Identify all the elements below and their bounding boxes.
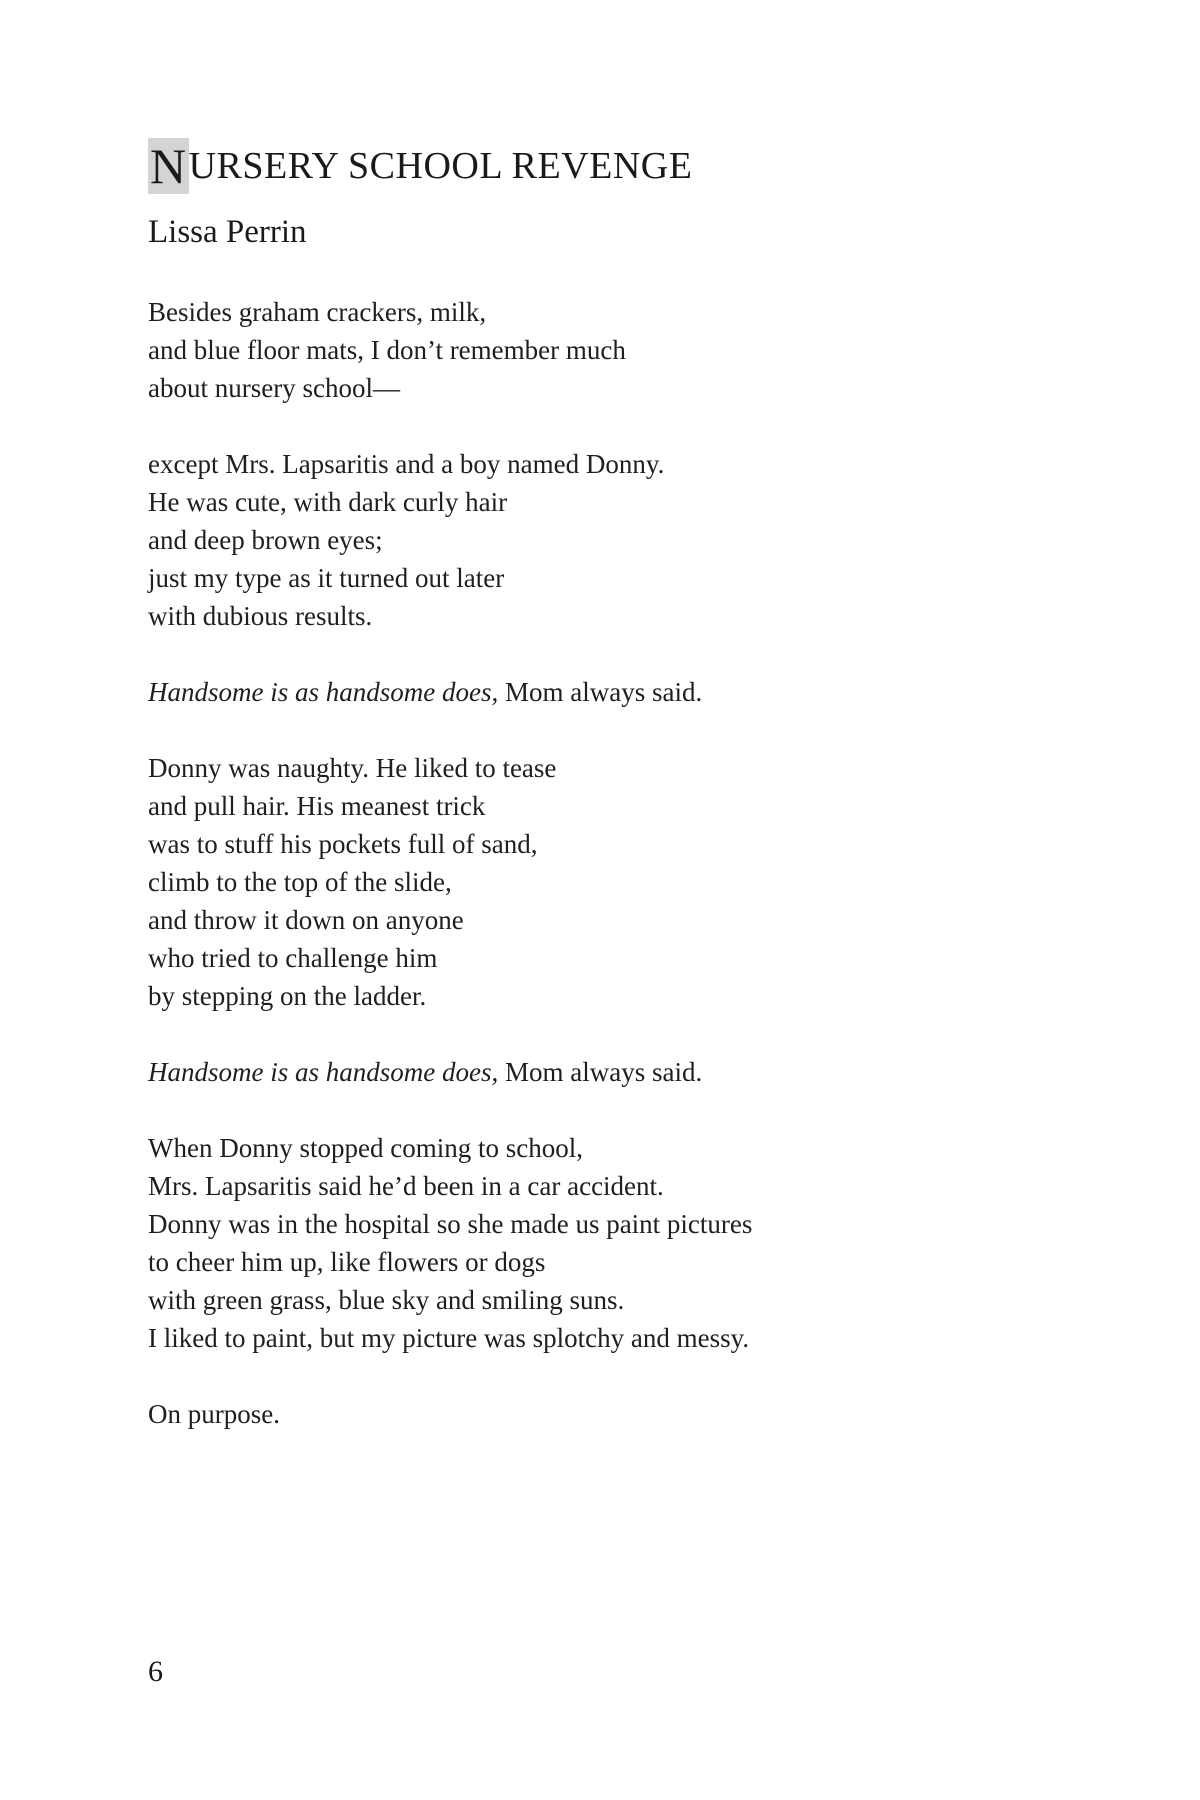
- poem-author: Lissa Perrin: [148, 214, 307, 250]
- stanza-break: [148, 407, 1108, 445]
- title-text: URSERY SCHOOL REVENGE: [188, 145, 693, 187]
- poem-line: He was cute, with dark curly hair: [148, 487, 508, 517]
- poem-line: and blue floor mats, I don’t remember much: [148, 335, 626, 365]
- poem-line: was to stuff his pockets full of sand,: [148, 829, 538, 859]
- refrain-rest: Mom always said.: [498, 677, 703, 707]
- poem-line: with green grass, blue sky and smiling suns.: [148, 1285, 625, 1315]
- poem-line: On purpose.: [148, 1399, 280, 1429]
- poem-line: and pull hair. His meanest trick: [148, 791, 486, 821]
- title-dropcap: N: [150, 138, 187, 194]
- poem-line: to cheer him up, like flowers or dogs: [148, 1247, 546, 1277]
- poem-line: climb to the top of the slide,: [148, 867, 452, 897]
- poem-line: Mrs. Lapsaritis said he’d been in a car accident.: [148, 1171, 664, 1201]
- poem-line: and deep brown eyes;: [148, 525, 383, 555]
- refrain-rest: Mom always said.: [498, 1057, 703, 1087]
- page-number: 6: [148, 1655, 163, 1688]
- poem-line: When Donny stopped coming to school,: [148, 1133, 583, 1163]
- poem-line: Donny was in the hospital so she made us paint pictures: [148, 1209, 753, 1239]
- poem-line: I liked to paint, but my picture was splotchy and messy.: [148, 1323, 750, 1353]
- poem-line: except Mrs. Lapsaritis and a boy named Donny.: [148, 449, 665, 479]
- refrain-italic: Handsome is as handsome does,: [148, 1057, 499, 1087]
- refrain-line: [148, 1053, 1108, 1091]
- refrain-italic: Handsome is as handsome does,: [148, 677, 499, 707]
- poem-title: [148, 138, 692, 194]
- poem-line: Besides graham crackers, milk,: [148, 297, 487, 327]
- poem-line: by stepping on the ladder.: [148, 981, 427, 1011]
- poem-line: who tried to challenge him: [148, 943, 438, 973]
- poem-line: just my type as it turned out later: [148, 563, 505, 593]
- stanza-break: [148, 1091, 1108, 1129]
- stanza-break: [148, 635, 1108, 673]
- poem-line: and throw it down on anyone: [148, 905, 464, 935]
- poem-line: Donny was naughty. He liked to tease: [148, 753, 557, 783]
- poem-line: with dubious results.: [148, 601, 373, 631]
- poem-body: [148, 293, 1108, 1433]
- stanza-break: [148, 711, 1108, 749]
- poem-line: about nursery school—: [148, 373, 400, 403]
- stanza-break: [148, 1357, 1108, 1395]
- refrain-line: [148, 673, 1108, 711]
- stanza-break: [148, 1015, 1108, 1053]
